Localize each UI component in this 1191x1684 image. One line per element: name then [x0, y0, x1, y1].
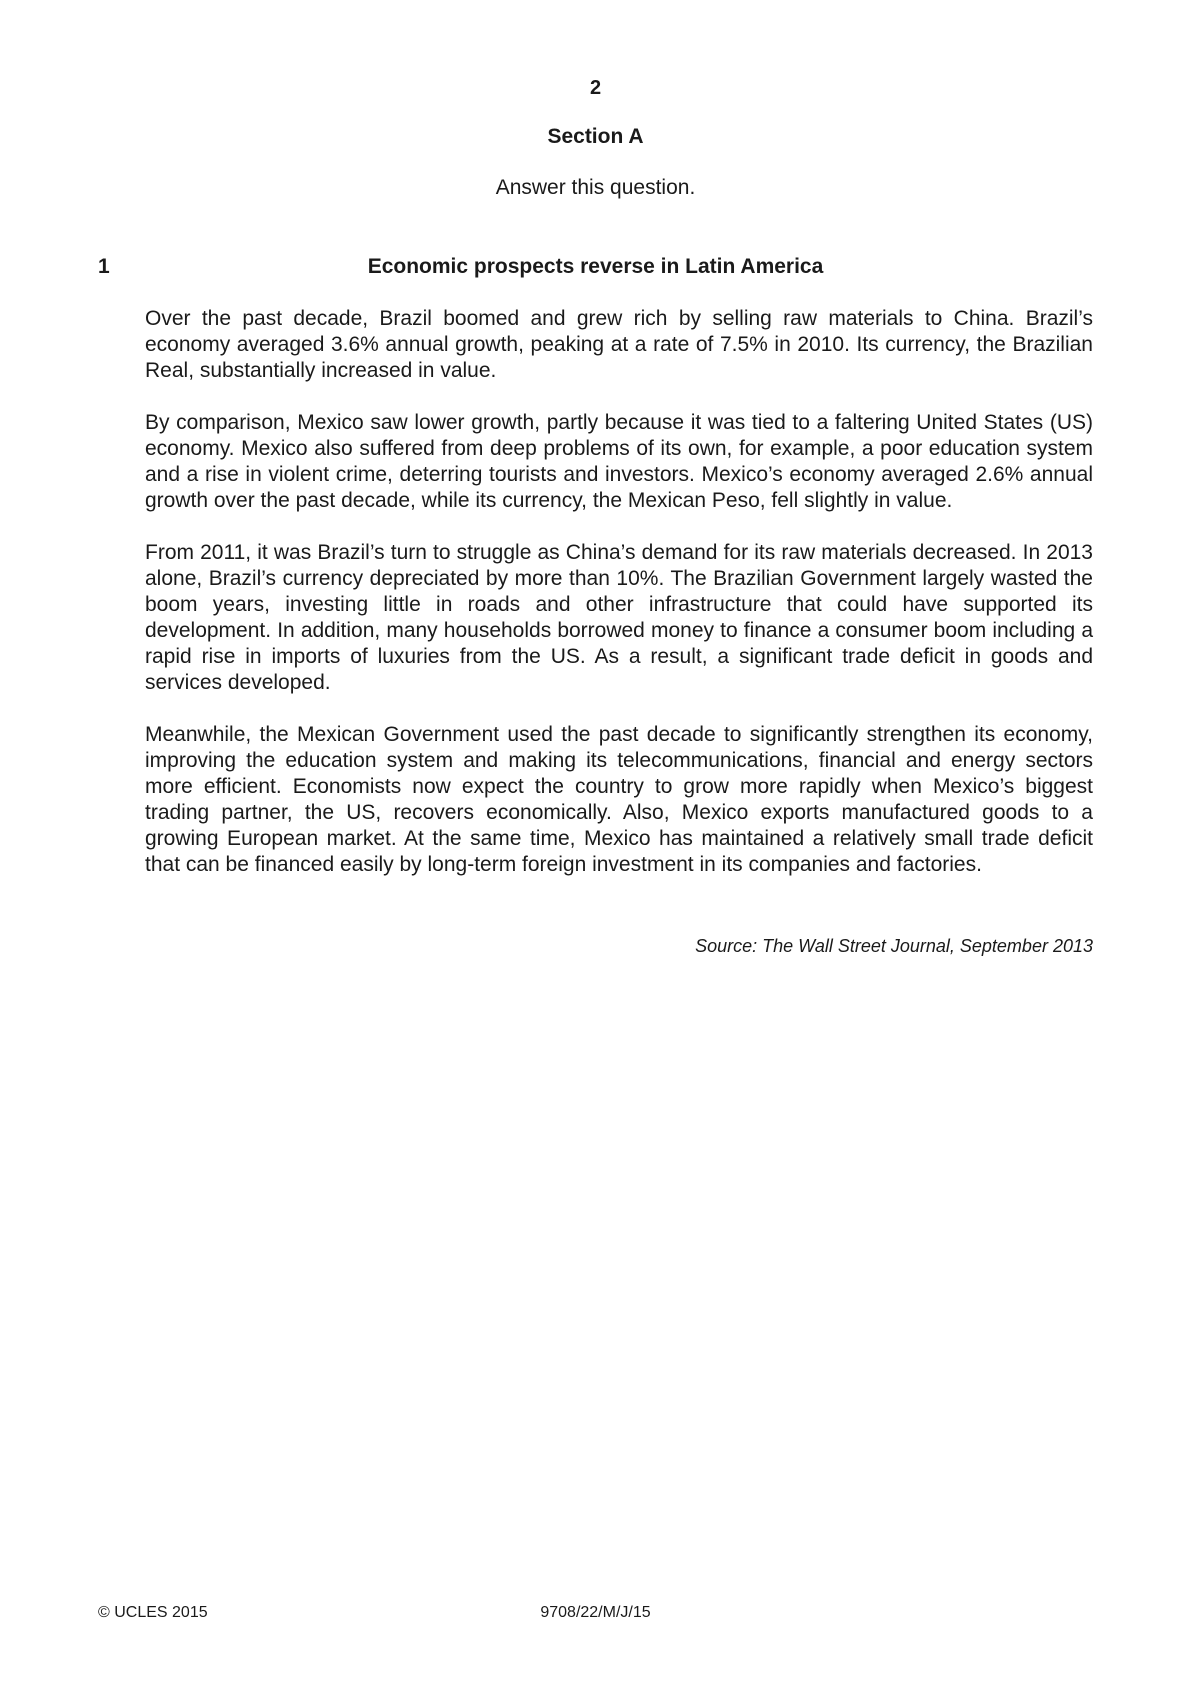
footer-copyright: © UCLES 2015	[98, 1604, 208, 1621]
article-paragraph: Over the past decade, Brazil boomed and grew rich by selling raw materials to China. Brazil’s economy averaged 3.6% annual growth, peaking at a rate of 7.5% in 2010. Its currency, the Brazilian Real, substantially increased in value.	[145, 307, 1093, 382]
article-body	[145, 306, 1093, 904]
section-title: Section A	[547, 125, 644, 148]
article-paragraph: Meanwhile, the Mexican Government used the past decade to significantly strengthen its economy, improving the education system and making its telecommunications, financial and energy sectors more efficient. Economists now expect the country to grow more rapidly when Mexico’s biggest trading partner, the US, recovers economically. Also, Mexico exports manufactured goods to a growing European market. At the same time, Mexico has maintained a relatively small trade deficit that can be financed easily by long-term foreign investment in its companies and factories.	[145, 723, 1093, 876]
source-citation: Source: The Wall Street Journal, September 2013	[695, 936, 1093, 956]
article-paragraph: From 2011, it was Brazil’s turn to struggle as China’s demand for its raw materials decreased. In 2013 alone, Brazil’s currency depreciated by more than 10%. The Brazilian Government largely wasted the boom years, investing little in roads and other infrastructure that could have supported its development. In addition, many households borrowed money to finance a consumer boom including a rapid rise in imports of luxuries from the US. As a result, a significant trade deficit in goods and services developed.	[145, 541, 1093, 694]
question-number: 1	[98, 255, 110, 278]
page-number: 2	[589, 77, 602, 99]
article-paragraph: By comparison, Mexico saw lower growth, partly because it was tied to a faltering United States (US) economy. Mexico also suffered from deep problems of its own, for example, a poor education system and a rise in violent crime, deterring tourists and investors. Mexico’s economy averaged 2.6% annual growth over the past decade, while its currency, the Mexican Peso, fell slightly in value.	[145, 411, 1093, 512]
section-instruction: Answer this question.	[495, 176, 696, 199]
footer-paper-code: 9708/22/M/J/15	[540, 1604, 651, 1621]
question-title: Economic prospects reverse in Latin America	[367, 255, 824, 278]
